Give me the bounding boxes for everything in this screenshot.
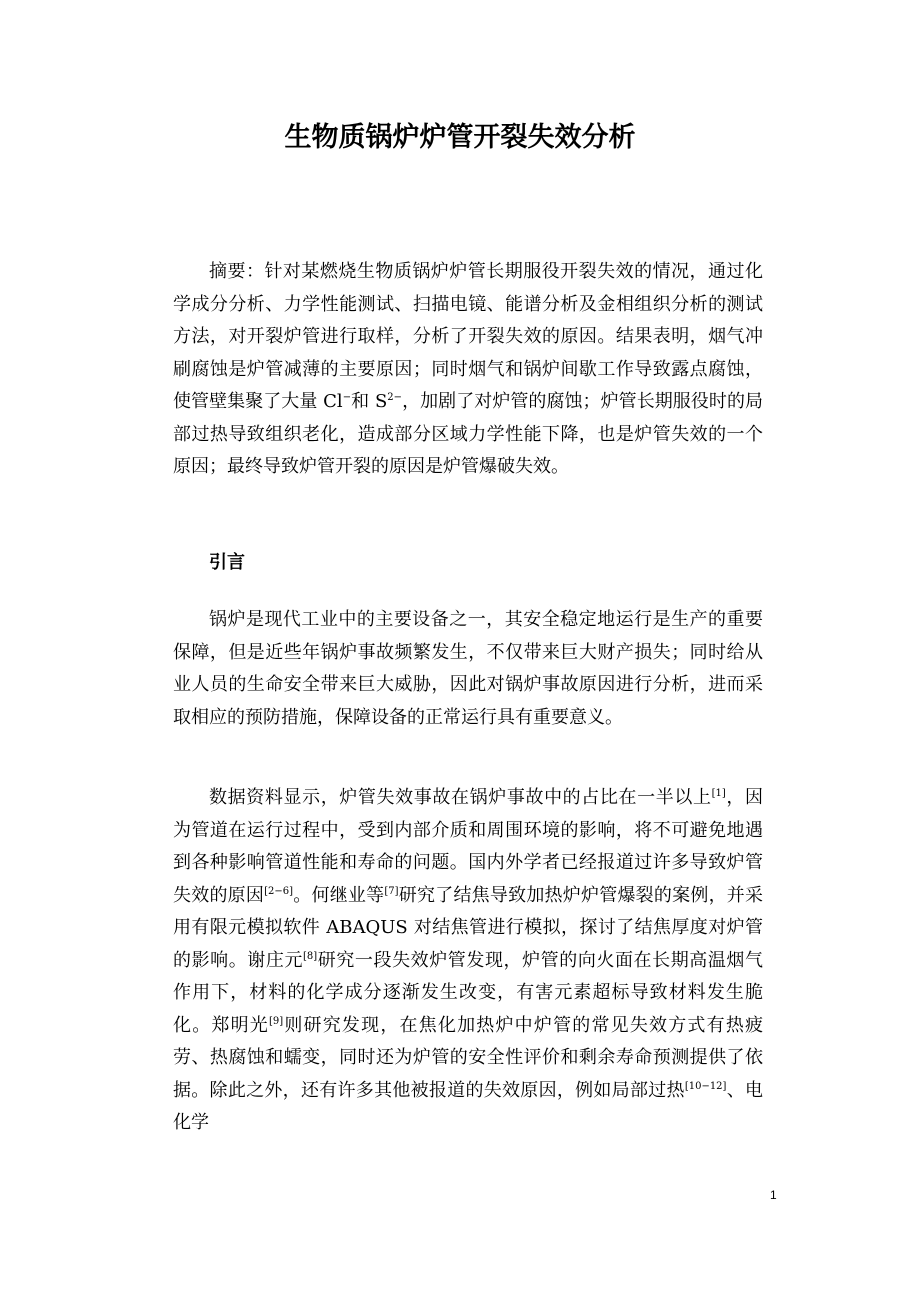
citation-ref-2-6: [2−6] — [264, 885, 294, 897]
abstract-label: 摘要： — [209, 261, 265, 282]
document-title: 生物质锅炉炉管开裂失效分析 — [284, 122, 636, 153]
citation-ref-1: [1] — [711, 788, 726, 799]
abstract-text-part-1: 针对某燃烧生物质锅炉炉管长期服役开裂失效的情况，通过化学成分分析、力学性能测试、扫描电镜、能谱分析及金相组织分析的测试方法，对开裂炉管进行取样，分析了开裂失效的原因。结果表明，烟气冲刷腐蚀是炉管减薄的主要原因；同时烟气和锅炉间歇工作导致露点腐蚀，使管壁集聚了大量 Cl — [173, 261, 764, 412]
intro-paragraph-1: 锅炉是现代工业中的主要设备之一，其安全稳定地运行是生产的重要保障，但是近些年锅炉事故频繁发生，不仅带来巨大财产损失；同时给从业人员的生命安全带来巨大威胁，因此对锅炉事故原因进行分析，进而采取相应的预防措施，保障设备的正常运行具有重要意义。 — [173, 609, 763, 728]
abstract-paragraph — [173, 256, 763, 484]
section-heading-introduction: 引言 — [209, 552, 245, 573]
chloride-charge-superscript: − — [342, 392, 352, 403]
sulfide-charge-superscript: 2− — [387, 392, 403, 403]
page-number: 1 — [770, 1188, 777, 1202]
intro-text-segment: 则研究发现，在焦化加热炉中炉管的常见失效方式有热疲劳、热腐蚀和蠕变，同时还为炉管的安全性评价和剩余寿命预测提供了依据。除此之外，还有许多其他被报道的失效原因，例如局部过热 — [173, 1014, 764, 1101]
intro-text-segment: 数据资料显示，炉管失效事故在锅炉事故中的占比在一半以上 — [209, 787, 712, 808]
intro-text-segment: 研究一段失效炉管发现，炉管的向火面在长期高温烟气作用下，材料的化学成分逐渐发生改变，有害元素超标导致材料发生脆化。郑明光 — [173, 949, 764, 1036]
citation-ref-10-12: [10−12] — [684, 1080, 727, 1092]
citation-ref-7: [7] — [384, 885, 399, 897]
intro-text-segment: 。何继业等 — [293, 884, 385, 906]
intro-paragraph-2 — [173, 782, 763, 1140]
intro-text-segment: 研究了结焦导致加热炉炉管爆裂的案例，并采用有限元模拟软件 ABAQUS 对结焦管进行模拟，探讨了结焦厚度对炉管的影响。谢庄元 — [173, 884, 764, 971]
abstract-text-part-3: ，加剧了对炉管的腐蚀；炉管长期服役时的局部过热导致组织老化，造成部分区域力学性能下降，也是炉管失效的一个原因；最终导致炉管开裂的原因是炉管爆破失效。 — [173, 391, 763, 477]
citation-ref-9: [9] — [268, 1015, 284, 1027]
intro-text-segment: 、电化学 — [173, 1079, 764, 1133]
intro-text-segment: ，因为管道在运行过程中，受到内部介质和周围环境的影响，将不可避免地遇到各种影响管道性能和寿命的问题。国内外学者已经报道过许多导致炉管失效的原因 — [173, 787, 764, 906]
citation-ref-8: [8] — [303, 950, 318, 962]
abstract-text-part-2: 和 S — [351, 391, 388, 412]
